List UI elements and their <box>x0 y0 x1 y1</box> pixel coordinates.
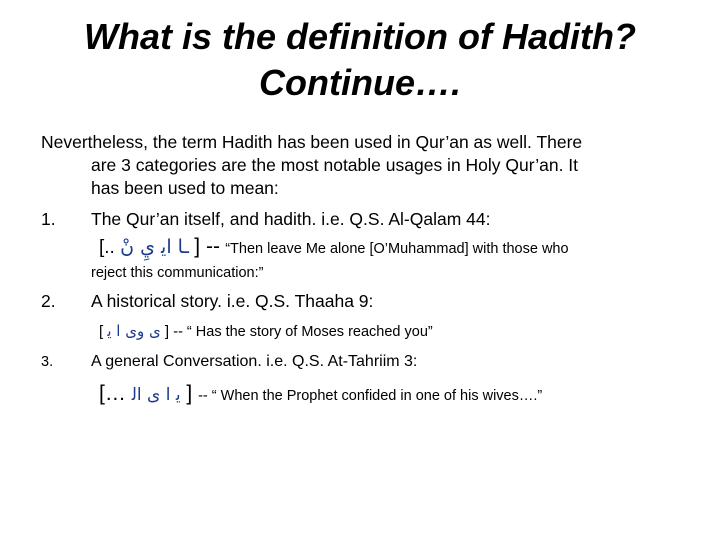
title-line-1: What is the definition of Hadith? <box>84 16 636 57</box>
bracket-close: ] <box>186 382 193 405</box>
verse-line <box>99 235 569 261</box>
intro-line-3: has been used to mean: <box>91 178 279 198</box>
bracket-close: ] <box>164 323 170 340</box>
verse-translation: -- “ Has the story of Moses reached you” <box>173 324 433 340</box>
verse-translation: -- “ When the Prophet confided in one of his wives….” <box>198 388 543 404</box>
item-number: 2. <box>41 291 56 311</box>
verse-translation-continued: reject this communication:” <box>91 265 264 281</box>
intro-line-1: Nevertheless, the term Hadith has been used in Qur’an as well. There <box>41 132 583 152</box>
verse-line <box>99 320 433 343</box>
item-text: The Qur’an itself, and hadith. i.e. Q.S. Al-Qalam 44: <box>91 209 491 229</box>
item-number: 1. <box>41 209 56 229</box>
item-number: 3. <box>41 354 54 370</box>
arabic-verse: ﻳ ﺍ ﻯ ﺍﻟ <box>131 385 181 405</box>
bracket-open: [… <box>99 382 126 405</box>
title-line-2: Continue…. <box>259 62 461 103</box>
bracket-close: ] -- <box>194 235 220 258</box>
verse-translation: “Then leave Me alone [O’Muhammad] with those who <box>225 241 569 257</box>
item-text: A historical story. i.e. Q.S. Thaaha 9: <box>91 291 374 311</box>
slide-title <box>0 14 720 106</box>
arabic-verse: ﻯ وﻯ ﺍ ﻳ <box>107 322 161 340</box>
verse-line <box>99 381 542 409</box>
arabic-verse: ـا اﻳ يِ نْ <box>120 236 189 258</box>
intro-line-2: are 3 categories are the most notable usages in Holy Qur’an. It <box>91 155 579 175</box>
bracket-open: [ <box>99 323 104 340</box>
bracket-open: [.. <box>99 237 115 258</box>
item-text: A general Conversation. i.e. Q.S. At-Tahriim 3: <box>91 353 418 370</box>
